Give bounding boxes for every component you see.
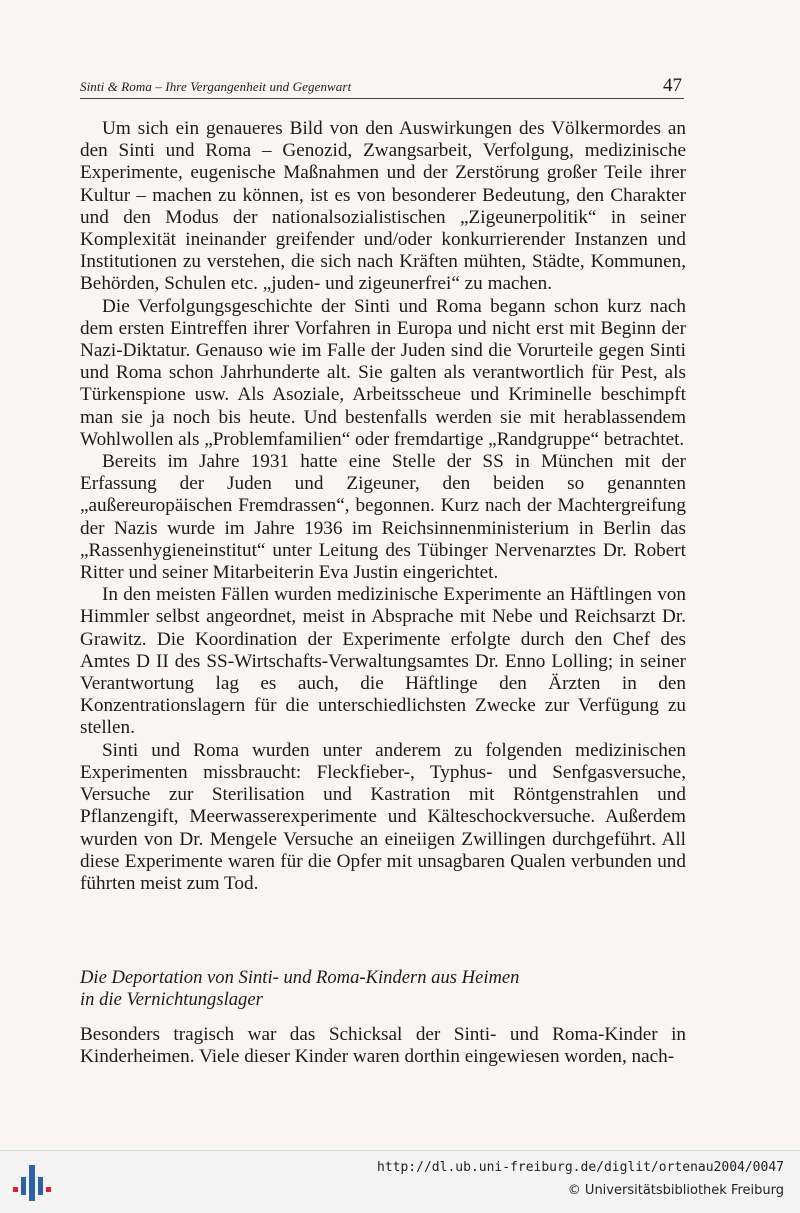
section-text [80,1024,686,1068]
paragraph-3: Bereits im Jahre 1931 hatte eine Stelle der SS in München mit der Erfassung der Juden und Zigeuner, den beiden so genannten „außereuropäischen Fremdrassen“, begonnen. Kurz nach der Machtergreifung der Nazis wurde im Jahre 1936 im Reichsinnenministerium in Berlin das „Rassenhygieneinstitut“ unter Leitung des Tübinger Nervenarztes Dr. Robert Ritter und seiner Mitarbeiterin Eva Justin eingerichtet. [80,451,686,584]
source-link[interactable]: http://dl.ub.uni-freiburg.de/diglit/ortenau2004/0047 [377,1160,784,1175]
copyright-notice: © Universitätsbibliothek Freiburg [567,1183,784,1198]
section-heading-line-2: in die Vernichtungslager [80,989,263,1011]
running-title: Sinti & Roma – Ihre Vergangenheit und Gegenwart [80,79,352,94]
page-number: 47 [663,75,682,96]
ub-freiburg-logo-icon [12,1163,52,1203]
section-heading-line-1: Die Deportation von Sinti- und Roma-Kindern aus Heimen [80,967,520,988]
footer-bar [0,1150,800,1213]
paragraph-2: Die Verfolgungsgeschichte der Sinti und Roma begann schon kurz nach dem ersten Eintreffen ihrer Vorfahren in Europa und nicht erst mit Beginn der Nazi-Diktatur. Genauso wie im Falle der Juden sind die Vorurteile gegen Sinti und Roma schon Jahrhunderte alt. Sie galten als verantwortlich für Pest, als Türkenspione usw. Als Asoziale, Arbeitsscheue und Kriminelle beschimpft man sie ja noch bis heute. Und bestenfalls werden sie mit herablassendem Wohlwollen als „Problemfamilien“ oder fremdartige „Randgruppe“ betrachtet. [80,295,686,450]
running-header [80,74,684,99]
section-paragraph: Besonders tragisch war das Schicksal der Sinti- und Roma-Kinder in Kinderheimen. Viele dieser Kinder waren dorthin eingewiesen worden, nach- [80,1024,686,1068]
paragraph-1: Um sich ein genaueres Bild von den Auswirkungen des Völkermordes an den Sinti und Roma – Genozid, Zwangsarbeit, Verfolgung, medizinische Experimente, eugenische Maßnahmen und der Zerstörung großer Teile ihrer Kultur – machen zu können, ist es von besonderer Bedeutung, den Charakter und den Modus der nationalsozialistischen „Zigeunerpolitik“ in seiner Komplexität ineinander greifender und/oder konkurrierender Instanzen und Institutionen zu verstehen, die sich nach Kräften mühten, Städte, Kommunen, Behörden, Schulen etc. „juden- und zigeunerfrei“ zu machen. [80,118,686,295]
main-text [80,118,686,895]
section-heading [80,967,686,1011]
paragraph-5: Sinti und Roma wurden unter anderem zu folgenden medizinischen Experimenten missbraucht: Fleckfieber-, Typhus- und Senfgasversuche, Versuche zur Sterilisation und Kastration mit Röntgenstrahlen und Pflanzengift, Meerwasserexperimente und Kälteschockversuche. Außerdem wurden von Dr. Mengele Versuche an eineiigen Zwillingen durchgeführt. All diese Experimente waren für die Opfer mit unsagbaren Qualen verbunden und führten meist zum Tod. [80,739,686,894]
paragraph-4: In den meisten Fällen wurden medizinische Experimente an Häftlingen von Himmler selbst angeordnet, meist in Absprache mit Nebe und Reichsarzt Dr. Grawitz. Die Koordination der Experimente erfolgte durch den Chef des Amtes D II des SS-Wirtschafts-Verwaltungsamtes Dr. Enno Lolling; in seiner Verantwortung lag es auch, die Häftlinge den Ärzten in den Konzentrationslagern für die unterschiedlichsten Zwecke zur Verfügung zu stellen. [80,584,686,739]
